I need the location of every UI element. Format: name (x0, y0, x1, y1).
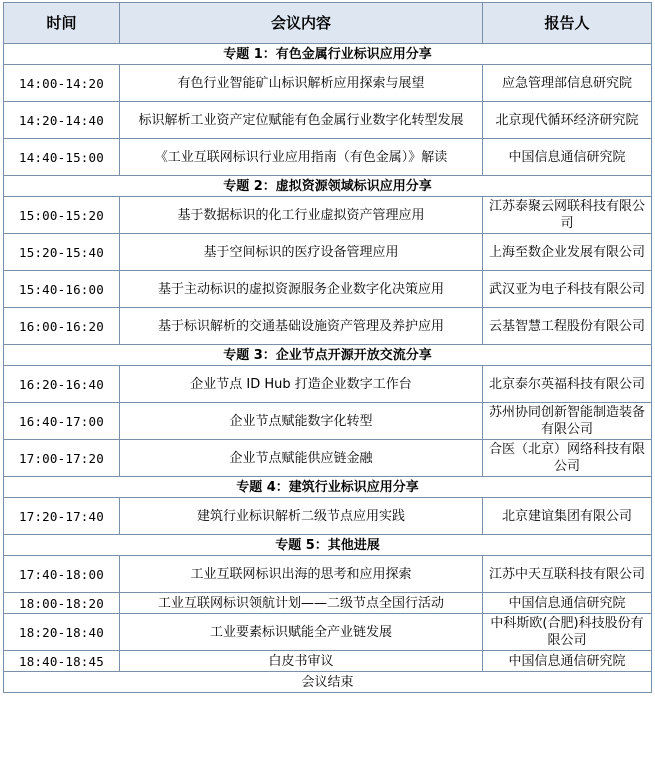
section-title: 专题 1：有色金属行业标识应用分享 (4, 44, 652, 65)
agenda-time: 15:20-15:40 (4, 234, 120, 271)
agenda-reporter: 中国信息通信研究院 (483, 651, 652, 672)
agenda-row (4, 593, 652, 614)
agenda-time: 18:00-18:20 (4, 593, 120, 614)
agenda-time: 17:20-17:40 (4, 498, 120, 535)
agenda-time: 18:20-18:40 (4, 614, 120, 651)
agenda-content: 企业节点赋能数字化转型 (120, 403, 483, 440)
agenda-reporter: 上海至数企业发展有限公司 (483, 234, 652, 271)
header-content: 会议内容 (120, 3, 483, 44)
agenda-reporter: 江苏中天互联科技有限公司 (483, 556, 652, 593)
agenda-time: 14:00-14:20 (4, 65, 120, 102)
agenda-time: 15:40-16:00 (4, 271, 120, 308)
agenda-row (4, 403, 652, 440)
header-time: 时间 (4, 3, 120, 44)
agenda-body (4, 44, 652, 672)
agenda-content: 标识解析工业资产定位赋能有色金属行业数字化转型发展 (120, 102, 483, 139)
agenda-table (3, 2, 652, 693)
agenda-row (4, 234, 652, 271)
agenda-reporter: 苏州协同创新智能制造装备有限公司 (483, 403, 652, 440)
agenda-row (4, 440, 652, 477)
header-reporter: 报告人 (483, 3, 652, 44)
agenda-time: 15:00-15:20 (4, 197, 120, 234)
agenda-reporter: 江苏泰聚云网联科技有限公司 (483, 197, 652, 234)
agenda-reporter: 中科斯欧(合肥)科技股份有限公司 (483, 614, 652, 651)
agenda-reporter: 云基智慧工程股份有限公司 (483, 308, 652, 345)
agenda-content: 有色行业智能矿山标识解析应用探索与展望 (120, 65, 483, 102)
agenda-time: 14:20-14:40 (4, 102, 120, 139)
agenda-time: 16:40-17:00 (4, 403, 120, 440)
agenda-row (4, 308, 652, 345)
agenda-content: 基于主动标识的虚拟资源服务企业数字化决策应用 (120, 271, 483, 308)
agenda-reporter: 北京现代循环经济研究院 (483, 102, 652, 139)
agenda-row (4, 271, 652, 308)
agenda-content: 基于空间标识的医疗设备管理应用 (120, 234, 483, 271)
agenda-content: 《工业互联网标识行业应用指南（有色金属）》解读 (120, 139, 483, 176)
footer-row (4, 672, 652, 693)
agenda-row (4, 498, 652, 535)
agenda-time: 14:40-15:00 (4, 139, 120, 176)
agenda-content: 建筑行业标识解析二级节点应用实践 (120, 498, 483, 535)
agenda-reporter: 武汉亚为电子科技有限公司 (483, 271, 652, 308)
agenda-row (4, 102, 652, 139)
header-row (4, 3, 652, 44)
section-row (4, 44, 652, 65)
agenda-content: 工业互联网标识领航计划——二级节点全国行活动 (120, 593, 483, 614)
section-row (4, 535, 652, 556)
agenda-content: 企业节点 ID Hub 打造企业数字工作台 (120, 366, 483, 403)
section-row (4, 477, 652, 498)
agenda-reporter: 北京建谊集团有限公司 (483, 498, 652, 535)
agenda-row (4, 139, 652, 176)
agenda-content: 基于数据标识的化工行业虚拟资产管理应用 (120, 197, 483, 234)
agenda-content: 基于标识解析的交通基础设施资产管理及养护应用 (120, 308, 483, 345)
agenda-row (4, 651, 652, 672)
agenda-row (4, 197, 652, 234)
agenda-content: 企业节点赋能供应链金融 (120, 440, 483, 477)
meeting-end: 会议结束 (4, 672, 652, 693)
agenda-time: 18:40-18:45 (4, 651, 120, 672)
agenda-row (4, 366, 652, 403)
agenda-time: 16:00-16:20 (4, 308, 120, 345)
section-row (4, 345, 652, 366)
agenda-row (4, 65, 652, 102)
agenda-content: 工业要素标识赋能全产业链发展 (120, 614, 483, 651)
agenda-row (4, 614, 652, 651)
agenda-row (4, 556, 652, 593)
agenda-reporter: 合医（北京）网络科技有限公司 (483, 440, 652, 477)
agenda-reporter: 北京泰尔英福科技有限公司 (483, 366, 652, 403)
agenda-time: 16:20-16:40 (4, 366, 120, 403)
agenda-content: 工业互联网标识出海的思考和应用探索 (120, 556, 483, 593)
agenda-reporter: 中国信息通信研究院 (483, 139, 652, 176)
section-title: 专题 2：虚拟资源领域标识应用分享 (4, 176, 652, 197)
section-title: 专题 5：其他进展 (4, 535, 652, 556)
section-title: 专题 4：建筑行业标识应用分享 (4, 477, 652, 498)
agenda-time: 17:00-17:20 (4, 440, 120, 477)
agenda-reporter: 中国信息通信研究院 (483, 593, 652, 614)
section-title: 专题 3：企业节点开源开放交流分享 (4, 345, 652, 366)
agenda-content: 白皮书审议 (120, 651, 483, 672)
section-row (4, 176, 652, 197)
agenda-reporter: 应急管理部信息研究院 (483, 65, 652, 102)
agenda-time: 17:40-18:00 (4, 556, 120, 593)
